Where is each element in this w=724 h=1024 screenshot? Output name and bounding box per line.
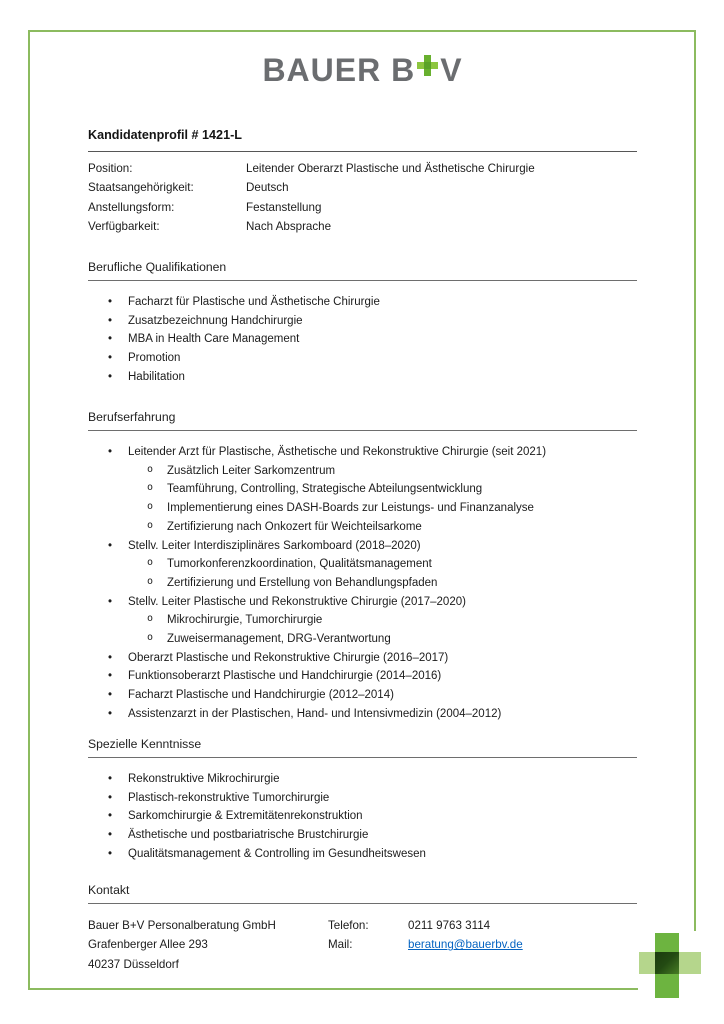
list-item: • Facharzt Plastische und Handchirurgie (2012–2014): [88, 686, 637, 705]
section-skills: [88, 736, 637, 864]
contact-street: Grafenberger Allee 293: [88, 938, 208, 952]
info-value: Nach Absprache: [246, 219, 332, 233]
qualifications-list: [88, 293, 637, 387]
experience-list: [88, 443, 637, 724]
list-item: • Assistenzarzt in der Plastischen, Hand- und Intensivmedizin (2004–2012): [88, 705, 637, 724]
section-heading-skills: Spezielle Kenntnisse: [88, 736, 637, 758]
list-item: • Habilitation: [88, 368, 637, 387]
corner-cross-overlap: [655, 952, 679, 974]
list-item: • Facharzt für Plastische und Ästhetische Chirurgie: [88, 293, 637, 312]
info-label: Verfügbarkeit:: [88, 219, 160, 233]
section-contact: [88, 882, 637, 974]
email-link[interactable]: beratung@bauerbv.de: [408, 938, 523, 952]
info-row-employment-type: [88, 198, 637, 217]
sub-list-item: o Mikrochirurgie, Tumorchirurgie: [88, 611, 637, 630]
sub-list-item: o Tumorkonferenzkoordination, Qualitätsmanagement: [88, 555, 637, 574]
list-item: • Rekonstruktive Mikrochirurgie: [88, 770, 637, 789]
phone-number: 0211 9763 3114: [408, 919, 491, 932]
logo-plus-icon: [417, 55, 438, 76]
mail-label: Mail:: [328, 938, 353, 952]
contact-city: 40237 Düsseldorf: [88, 957, 179, 971]
sub-list-item: o Teamführung, Controlling, Strategische Abteilungsentwicklung: [88, 480, 637, 499]
section-qualifications: [88, 259, 637, 387]
list-item: • Qualitätsmanagement & Controlling im Gesundheitswesen: [88, 845, 637, 864]
contact-row-phone: [328, 916, 637, 935]
list-item: • Stellv. Leiter Interdisziplinäres Sarkomboard (2018–2020): [88, 537, 637, 556]
info-value: Festanstellung: [246, 200, 322, 214]
contact-address: [88, 916, 328, 974]
info-row-position: [88, 159, 637, 178]
list-item: • Zusatzbezeichnung Handchirurgie: [88, 312, 637, 331]
list-item: • Leitender Arzt für Plastische, Ästhetische und Rekonstruktive Chirurgie (seit 2021): [88, 443, 637, 462]
section-heading-contact: Kontakt: [88, 882, 637, 904]
list-item: • Funktionsoberarzt Plastische und Handchirurgie (2014–2016): [88, 667, 637, 686]
contact-row-mail: [328, 935, 637, 954]
info-label: Position:: [88, 162, 133, 175]
info-row-availability: [88, 217, 637, 236]
list-item: • Ästhetische und postbariatrische Brustchirurgie: [88, 826, 637, 845]
phone-label: Telefon:: [328, 919, 369, 932]
list-item: • Sarkomchirurgie & Extremitätenrekonstruktion: [88, 807, 637, 826]
info-value: Deutsch: [246, 181, 289, 195]
sub-list-item: o Zertifizierung und Erstellung von Behandlungspfaden: [88, 574, 637, 593]
section-heading-experience: Berufserfahrung: [88, 409, 637, 431]
brand-logo: [88, 52, 637, 89]
list-item: • Plastisch-rekonstruktive Tumorchirurgie: [88, 789, 637, 808]
profile-title: Kandidatenprofil # 1421-L: [88, 127, 637, 152]
list-item: • MBA in Health Care Management: [88, 330, 637, 349]
logo-plus-overlap: [424, 62, 431, 69]
skills-list: [88, 770, 637, 864]
info-value: Leitender Oberarzt Plastische und Ästhetische Chirurgie: [246, 162, 535, 175]
section-heading-qualifications: Berufliche Qualifikationen: [88, 259, 637, 281]
logo-text-left: BAUER B: [262, 52, 416, 88]
info-label: Staatsangehörigkeit:: [88, 181, 194, 195]
sub-list-item: o Implementierung eines DASH-Boards zur Leistungs- und Finanzanalyse: [88, 499, 637, 518]
list-item: • Oberarzt Plastische und Rekonstruktive Chirurgie (2016–2017): [88, 649, 637, 668]
sub-list-item: o Zuweisermanagement, DRG-Verantwortung: [88, 630, 637, 649]
list-item: • Stellv. Leiter Plastische und Rekonstruktive Chirurgie (2017–2020): [88, 593, 637, 612]
section-experience: [88, 409, 637, 724]
list-item: • Promotion: [88, 349, 637, 368]
info-label: Anstellungsform:: [88, 200, 175, 214]
contact-block: [88, 916, 637, 974]
contact-company: Bauer B+V Personalberatung GmbH: [88, 919, 276, 932]
sub-list-item: o Zusätzlich Leiter Sarkomzentrum: [88, 462, 637, 481]
profile-info: [88, 159, 637, 236]
logo-text-right: V: [440, 52, 463, 88]
info-row-nationality: [88, 178, 637, 197]
contact-details: [328, 916, 637, 974]
sub-list-item: o Zertifizierung nach Onkozert für Weichteilsarkome: [88, 518, 637, 537]
